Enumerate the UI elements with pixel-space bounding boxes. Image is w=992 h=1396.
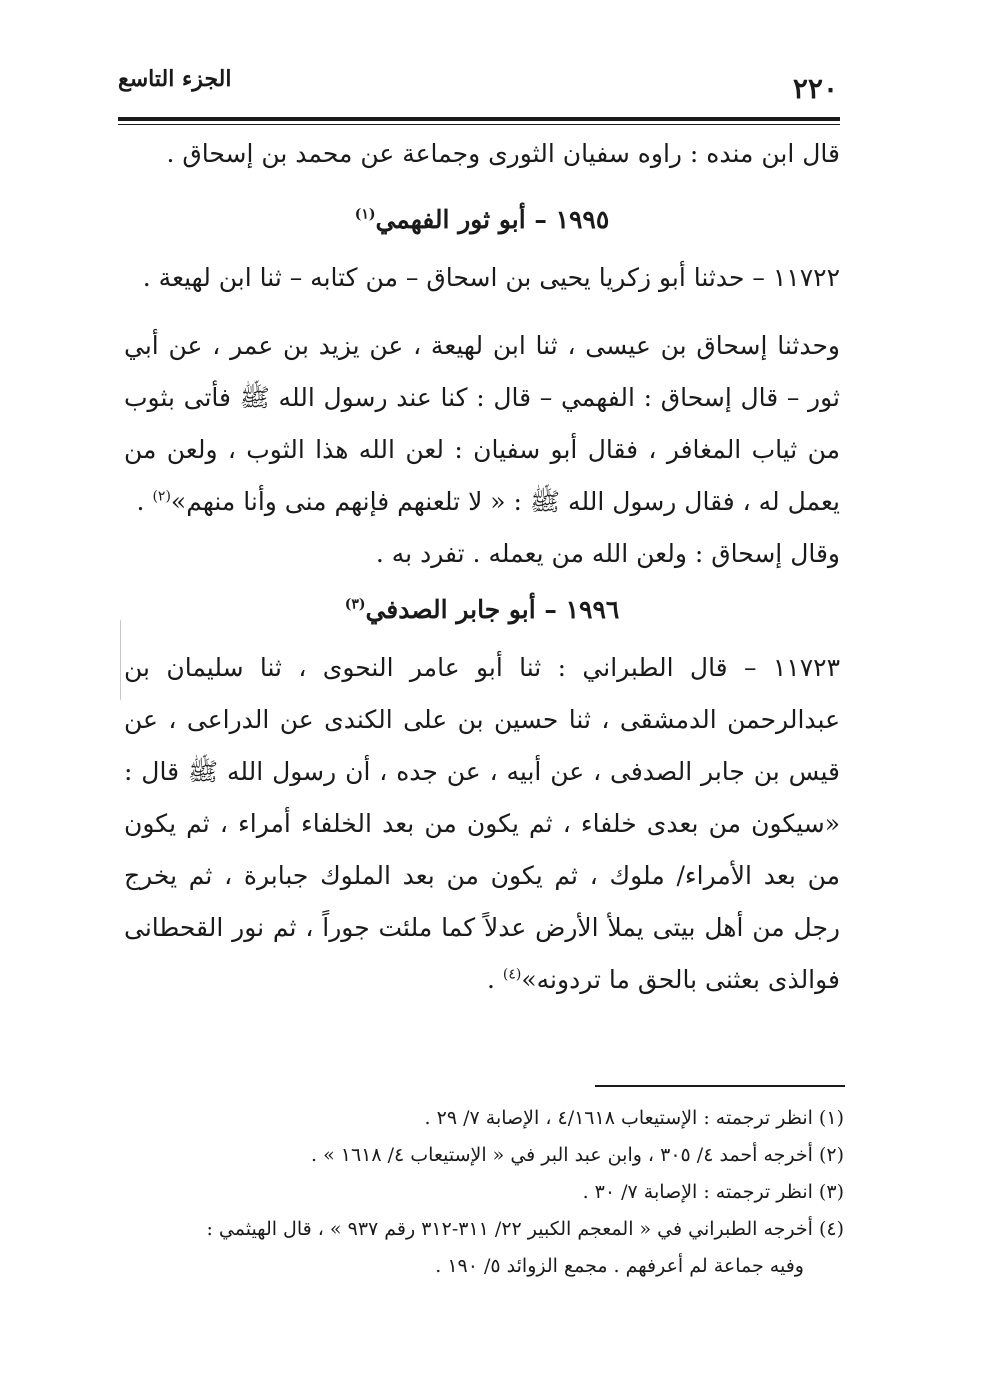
entry-heading-text: ١٩٩٦ – أبو جابر الصدفي [365, 595, 620, 624]
paragraph: وقال إسحاق : ولعن الله من يعمله . تفرد به . [375, 539, 840, 568]
entry-heading-text: ١٩٩٥ – أبو ثور الفهمي [375, 205, 610, 234]
paragraph [124, 642, 840, 1006]
footnote: (٢) أخرجه أحمد ٤/ ٣٠٥ ، وابن عبد البر في « الإستيعاب ٤/ ١٦١٨ » . [310, 1144, 844, 1166]
entry-heading [124, 584, 840, 636]
footnote-continuation: وفيه جماعة لم أعرفهم . مجمع الزوائد ٥/ ١٩٠ . [435, 1255, 804, 1277]
paragraph-end: . [486, 965, 495, 994]
scan-mark [120, 620, 123, 700]
footnote-ref: (٣) [344, 596, 366, 613]
main-text [124, 128, 840, 1006]
page-number: ٢٢٠ [792, 72, 838, 105]
footnotes [124, 1100, 844, 1285]
paragraph: ١١٧٢٢ – حدثنا أبو زكريا يحيى بن اسحاق – من كتابه – ثنا ابن لهيعة . [142, 263, 840, 292]
entry-heading [124, 194, 840, 246]
paragraph [124, 320, 840, 528]
paragraph-text: ١١٧٢٣ – قال الطبراني : ثنا أبو عامر النحوى ، ثنا سليمان بن عبدالرحمن الدمشقى ، ثنا حسين بن على الكندى عن الدراعى ، عن قيس بن جابر الصدفى ، عن أبيه ، عن جده ، أن رسول الله ﷺ قال : «سيكون من بعدى خلفاء ، ثم يكون من بعد الخلفاء أمراء ، ثم يكون من بعد الأمراء/ ملوك ، ثم يكون من بعد الملوك جبابرة ، ثم يخرج رجل من أهل بيتى يملأ الأرض عدلاً كما ملئت جوراً ، ثم نور القحطانى فوالذى بعثنى بالحق ما تردونه» [124, 653, 840, 994]
paragraph-text: وحدثنا إسحاق بن عيسى ، ثنا ابن لهيعة ، عن يزيد بن عمر ، عن أبي ثور – قال إسحاق : الفهمي – قال : كنا عند رسول الله ﷺ فأتى بثوب من ثياب المغافر ، فقال أبو سفيان : لعن الله هذا الثوب ، ولعن من يعمل له ، فقال رسول الله ﷺ : « لا تلعنهم فإنهم منى وأنا منهم» [124, 331, 840, 516]
footnote-text: (٤) أخرجه الطبراني في « المعجم الكبير ٢٢/ ٣١١-٣١٢ رقم ٩٣٧ » ، قال الهيثمي : [206, 1218, 844, 1240]
footnote-ref: (٢) [152, 488, 171, 505]
header-rule [118, 117, 840, 121]
part-title: الجزء التاسع [118, 66, 232, 92]
footnote: (٣) انظر ترجمته : الإصابة ٧/ ٣٠ . [582, 1181, 844, 1203]
paragraph: قال ابن منده : راوه سفيان الثورى وجماعة عن محمد بن إسحاق . [166, 139, 840, 168]
paragraph-end: . [136, 487, 145, 516]
page-header [118, 62, 838, 114]
header-rule-thin [118, 124, 840, 125]
footnote-ref: (١) [354, 206, 376, 223]
footnote-rule [595, 1085, 845, 1087]
footnote-ref: (٤) [502, 966, 522, 983]
footnote: (١) انظر ترجمته : الإستيعاب ٤/١٦١٨ ، الإصابة ٧/ ٢٩ . [424, 1107, 844, 1129]
footnote [124, 1211, 844, 1285]
